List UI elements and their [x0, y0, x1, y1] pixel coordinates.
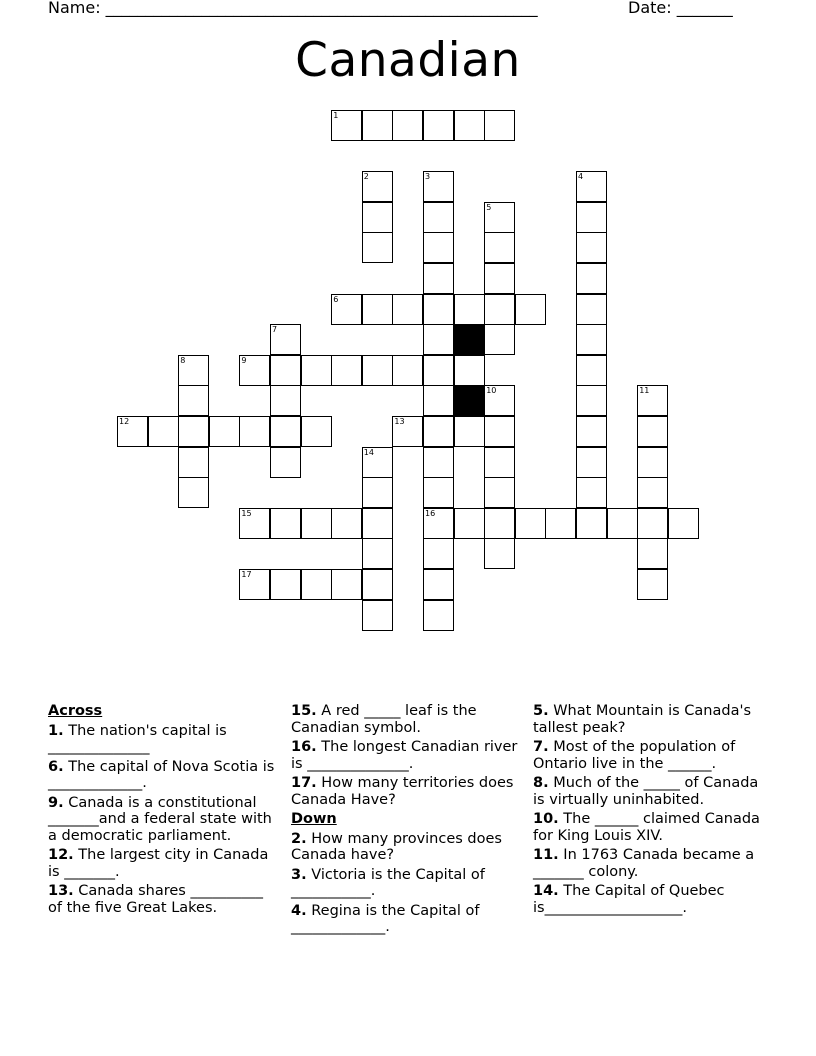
clue-item-text: How many territories does Canada Have?: [291, 775, 514, 808]
grid-cell[interactable]: [637, 538, 668, 569]
clue-item: [533, 739, 763, 772]
grid-cell[interactable]: [239, 569, 270, 600]
clue-item: [533, 703, 763, 736]
clue-number: 13: [394, 417, 405, 426]
grid-cell[interactable]: [148, 416, 179, 447]
grid-cell[interactable]: [270, 416, 301, 447]
clue-item-number: 14.: [533, 883, 559, 899]
grid-cell[interactable]: [576, 355, 607, 386]
grid-cell[interactable]: [484, 538, 515, 569]
grid-cell[interactable]: [392, 355, 423, 386]
clue-item-number: 2.: [291, 830, 307, 847]
grid-cell[interactable]: [362, 538, 393, 569]
grid-cell[interactable]: [454, 508, 485, 539]
clue-item-text: Most of the population of Ontario live in the ______.: [533, 739, 736, 772]
grid-cell[interactable]: [178, 477, 209, 508]
clue-item-text: Victoria is the Capital of ___________.: [291, 866, 485, 899]
clue-item-text: The largest city in Canada is _______.: [48, 847, 269, 880]
grid-cell[interactable]: [484, 324, 515, 355]
grid-cell[interactable]: [454, 416, 485, 447]
grid-cell[interactable]: [331, 294, 362, 325]
clue-number: 2: [363, 172, 369, 182]
grid-cell[interactable]: [637, 385, 668, 416]
grid-cell[interactable]: [423, 385, 454, 416]
grid-cell[interactable]: [331, 508, 362, 539]
grid-cell[interactable]: [423, 232, 454, 263]
grid-cell[interactable]: [637, 569, 668, 600]
clue-item: [48, 883, 278, 916]
grid-cell[interactable]: [423, 569, 454, 600]
grid-cell[interactable]: [576, 171, 607, 202]
clue-column-1: [48, 703, 278, 919]
clue-number: 5: [486, 202, 492, 212]
grid-cell[interactable]: [362, 171, 393, 202]
grid-cell[interactable]: [454, 294, 485, 325]
clue-column-2: [291, 703, 521, 939]
clue-number: 3: [425, 172, 431, 182]
clue-item-text: In 1763 Canada became a _______ colony.: [533, 847, 755, 880]
grid-cell[interactable]: [423, 324, 454, 355]
clue-number: 10: [486, 386, 497, 396]
grid-cell[interactable]: [331, 355, 362, 386]
clue-item: [48, 759, 278, 792]
clue-item: [533, 811, 763, 844]
clue-item-number: 7.: [533, 739, 549, 755]
grid-cell[interactable]: [423, 110, 454, 141]
name-line: Name: ______________________________________________________: [48, 0, 538, 17]
clue-number: 9: [241, 355, 247, 365]
clue-number: 11: [639, 386, 650, 396]
grid-cell[interactable]: [331, 569, 362, 600]
grid-cell[interactable]: [423, 294, 454, 325]
black-cell: [454, 385, 485, 416]
grid-cell[interactable]: [576, 232, 607, 263]
grid-cell[interactable]: [362, 477, 393, 508]
grid-cell[interactable]: [362, 447, 393, 478]
grid-cell[interactable]: [362, 355, 393, 386]
grid-cell[interactable]: [423, 600, 454, 631]
grid-cell[interactable]: [515, 294, 546, 325]
date-line: Date: _______: [628, 0, 733, 17]
clue-item-number: 1.: [48, 722, 64, 739]
clue-item-number: 13.: [48, 883, 74, 899]
grid-cell[interactable]: [392, 294, 423, 325]
grid-cell[interactable]: [484, 294, 515, 325]
grid-cell[interactable]: [301, 355, 332, 386]
grid-cell[interactable]: [117, 416, 148, 447]
clue-item: [291, 775, 521, 808]
clue-item-number: 4.: [291, 902, 307, 919]
clue-number: 14: [363, 447, 374, 457]
clue-number: 1: [333, 111, 339, 120]
grid-cell[interactable]: [362, 110, 393, 141]
grid-cell[interactable]: [576, 508, 607, 539]
clue-number: 15: [241, 508, 252, 518]
grid-cell[interactable]: [362, 232, 393, 263]
clue-heading: Down: [291, 811, 337, 827]
clue-item-text: A red _____ leaf is the Canadian symbol.: [291, 703, 477, 736]
grid-cell[interactable]: [270, 355, 301, 386]
clue-item-text: What Mountain is Canada's tallest peak?: [533, 703, 751, 736]
clue-item: [533, 883, 763, 916]
page-title: Canadian: [295, 33, 521, 88]
grid-cell[interactable]: [637, 508, 668, 539]
clue-item: [291, 903, 521, 936]
grid-cell[interactable]: [209, 416, 240, 447]
clue-item: [291, 739, 521, 772]
grid-cell[interactable]: [668, 508, 699, 539]
grid-cell[interactable]: [484, 508, 515, 539]
clue-item: [48, 795, 278, 845]
grid-cell[interactable]: [576, 477, 607, 508]
grid-cell[interactable]: [637, 416, 668, 447]
grid-cell[interactable]: [576, 202, 607, 233]
grid-cell[interactable]: [423, 416, 454, 447]
grid-cell[interactable]: [270, 569, 301, 600]
grid-cell[interactable]: [178, 385, 209, 416]
clue-item: [533, 775, 763, 808]
grid-cell[interactable]: [576, 263, 607, 294]
grid-cell[interactable]: [270, 324, 301, 355]
grid-cell[interactable]: [239, 416, 270, 447]
grid-cell[interactable]: [484, 477, 515, 508]
grid-cell[interactable]: [362, 294, 393, 325]
grid-cell[interactable]: [576, 416, 607, 447]
grid-cell[interactable]: [607, 508, 638, 539]
clue-item: [291, 703, 521, 736]
grid-cell[interactable]: [484, 385, 515, 416]
grid-cell[interactable]: [392, 110, 423, 141]
clue-item-text: The longest Canadian river is ______________.: [291, 739, 518, 772]
grid-cell[interactable]: [362, 202, 393, 233]
grid-cell[interactable]: [178, 416, 209, 447]
clue-item-text: Canada shares __________ of the five Great Lakes.: [48, 883, 263, 916]
grid-cell[interactable]: [454, 355, 485, 386]
grid-cell[interactable]: [423, 355, 454, 386]
grid-cell[interactable]: [484, 447, 515, 478]
clue-item-number: 11.: [533, 847, 559, 863]
clue-number: 8: [180, 355, 186, 365]
grid-cell[interactable]: [484, 263, 515, 294]
grid-cell[interactable]: [423, 508, 454, 539]
clue-item: [48, 847, 278, 880]
black-cell: [454, 324, 485, 355]
grid-cell[interactable]: [576, 385, 607, 416]
grid-cell[interactable]: [576, 324, 607, 355]
grid-cell[interactable]: [239, 508, 270, 539]
clue-item-text: The ______ claimed Canada for King Louis XIV.: [533, 811, 760, 844]
clue-item-number: 3.: [291, 866, 307, 883]
clue-item-number: 16.: [291, 739, 317, 755]
grid-cell[interactable]: [362, 569, 393, 600]
clue-number: 16: [425, 508, 436, 518]
grid-cell[interactable]: [545, 508, 576, 539]
grid-cell[interactable]: [301, 508, 332, 539]
grid-cell[interactable]: [301, 569, 332, 600]
clue-item: [533, 847, 763, 880]
grid-cell[interactable]: [484, 110, 515, 141]
clue-item-number: 12.: [48, 847, 74, 863]
clue-item-number: 15.: [291, 703, 317, 719]
grid-cell[interactable]: [423, 477, 454, 508]
grid-cell[interactable]: [301, 416, 332, 447]
grid-cell[interactable]: [484, 202, 515, 233]
grid-cell[interactable]: [484, 416, 515, 447]
grid-cell[interactable]: [454, 110, 485, 141]
grid-cell[interactable]: [637, 477, 668, 508]
grid-cell[interactable]: [178, 355, 209, 386]
clue-item: [291, 867, 521, 900]
clue-item-text: Regina is the Capital of _____________.: [291, 902, 480, 935]
clue-number: 4: [578, 172, 584, 182]
clue-item-number: 8.: [533, 775, 549, 791]
clue-heading: Across: [48, 703, 103, 719]
clue-number: 17: [241, 570, 252, 579]
grid-cell[interactable]: [239, 355, 270, 386]
clue-column-3: [533, 703, 763, 919]
clue-item: [48, 723, 278, 756]
grid-cell[interactable]: [178, 447, 209, 478]
clue-item: [291, 831, 521, 864]
grid-cell[interactable]: [515, 508, 546, 539]
clue-number: 7: [272, 325, 278, 335]
clue-number: 12: [119, 417, 130, 426]
clue-item-number: 10.: [533, 811, 559, 827]
grid-cell[interactable]: [423, 202, 454, 233]
clue-item-text: Much of the _____ of Canada is virtually uninhabited.: [533, 775, 759, 808]
clue-item-text: How many provinces does Canada have?: [291, 830, 502, 863]
clue-item-number: 6.: [48, 758, 64, 775]
grid-cell[interactable]: [392, 416, 423, 447]
grid-cell[interactable]: [362, 600, 393, 631]
grid-cell[interactable]: [484, 232, 515, 263]
grid-cell[interactable]: [270, 385, 301, 416]
grid-cell[interactable]: [270, 447, 301, 478]
clue-number: 6: [333, 294, 339, 304]
grid-cell[interactable]: [423, 171, 454, 202]
clue-item-number: 5.: [533, 703, 549, 719]
clue-item-text: The nation's capital is ______________: [48, 722, 227, 755]
clue-item-number: 17.: [291, 775, 317, 791]
clue-item-text: Canada is a constitutional _______and a federal state with a democratic parliament.: [48, 794, 272, 844]
clue-item-text: The Capital of Quebec is___________________.: [533, 883, 725, 916]
clue-item-text: The capital of Nova Scotia is _____________.: [48, 758, 275, 791]
grid-cell[interactable]: [423, 447, 454, 478]
grid-cell[interactable]: [270, 508, 301, 539]
grid-cell[interactable]: [576, 294, 607, 325]
grid-cell[interactable]: [362, 508, 393, 539]
grid-cell[interactable]: [331, 110, 362, 141]
grid-cell[interactable]: [576, 447, 607, 478]
grid-cell[interactable]: [423, 263, 454, 294]
grid-cell[interactable]: [637, 447, 668, 478]
clue-item-number: 9.: [48, 794, 64, 811]
grid-cell[interactable]: [423, 538, 454, 569]
